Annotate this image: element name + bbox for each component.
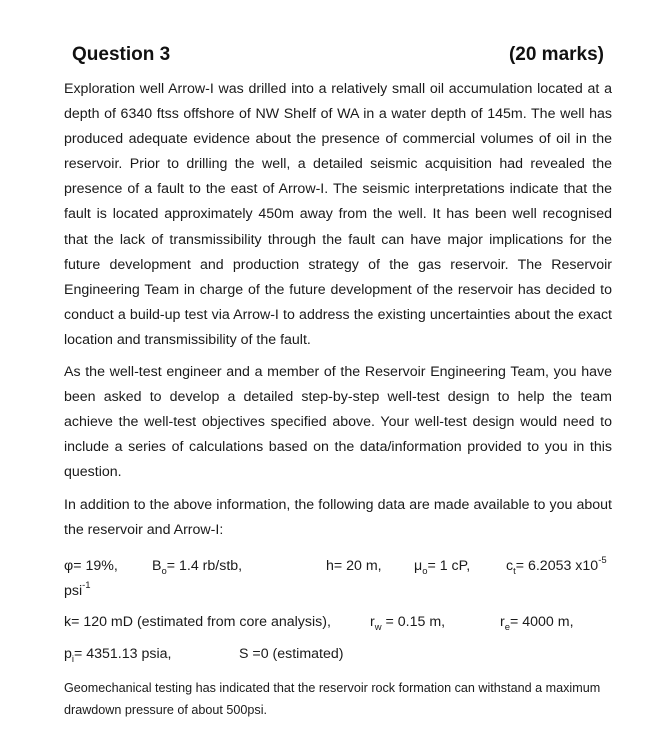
question-title: Question 3 xyxy=(72,44,171,65)
geomechanical-note: Geomechanical testing has indicated that the reservoir rock formation can withstand a maximum drawdown pressure of about 500psi. xyxy=(64,681,601,717)
thickness-value: h= 20 m, xyxy=(326,558,382,574)
porosity-value: φ= 19%, xyxy=(64,558,118,574)
paragraph-task: As the well-test engineer and a member of the Reservoir Engineering Team, you have been asked to develop a detailed step-by-step well-test design to help the team achieve the well-test objectives specified above. Your well-test design would need to include a series of calculations based on the data/information provided to you in this question. xyxy=(64,364,612,481)
drainage-radius-value: $r_e= 4000$ m, xyxy=(500,614,574,633)
wellbore-radius-value: $r_w = 0.15$ m, xyxy=(370,614,446,633)
skin-value: S =0 (estimated) xyxy=(239,646,344,662)
initial-pressure-value: $p_i= 4351.13$ psia, xyxy=(64,646,172,665)
formation-volume-factor-value: $B_o= 1.4$ rb/stb, xyxy=(152,558,243,577)
permeability-value: k= 120 mD (estimated from core analysis), xyxy=(64,614,331,630)
question-heading xyxy=(72,44,604,66)
question-marks: (20 marks) xyxy=(508,44,604,65)
compressibility-value: $c_t= 6.2053$ $x10^{-5}$ xyxy=(506,555,607,577)
compressibility-unit: psi$^{-1}$ xyxy=(64,580,91,599)
paragraph-background: Exploration well Arrow-I was drilled into a relatively small oil accumulation located at a depth of 6340 ftss offshore of NW Shelf of WA in a water depth of 145m. The well has produced adequate evidence about the presence of commercial volumes of oil in the reservoir. Prior to drilling the well, a detailed seismic acquisition had revealed the presence of a fault to the east of Arrow-I. The seismic interpretations indicate that the fault is located approximately 450m away from the well. It has been well recognised that the lack of transmissibility through the fault can have major implications for the future development and production strategy of the gas reservoir. The Reservoir Engineering Team in charge of the future development of the reservoir has decided to conduct a build-up test via Arrow-I to address the existing uncertainties about the exact location and transmissibility of the fault. xyxy=(64,81,612,348)
viscosity-value: $\mu_o= 1$ cP, xyxy=(414,558,471,577)
paragraph-data-intro: In addition to the above information, the following data are made available to you about the reservoir and Arrow-I: xyxy=(64,497,612,539)
